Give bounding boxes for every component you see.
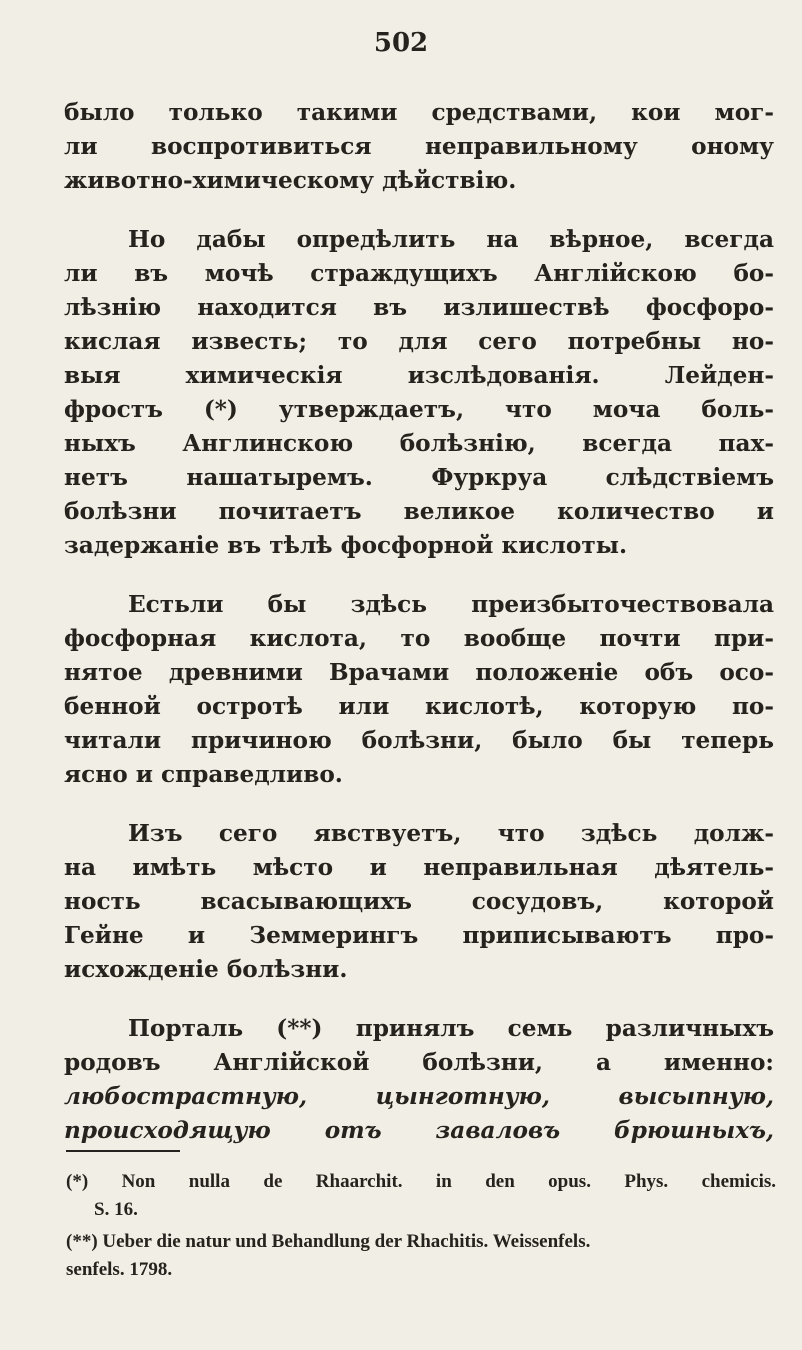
paragraph-2 [64, 223, 774, 563]
text-line: на имѣть мѣсто и неправильная дѣятель- [64, 854, 774, 881]
text-line: Порталь (**) принялъ семь различныхъ [128, 1015, 774, 1042]
text-line: читали причиною болѣзни, было бы теперь [64, 727, 774, 754]
paragraph-4 [64, 817, 774, 987]
footnote-line: senfels. 1798. [66, 1259, 173, 1280]
text-line: любострастную, цынготную, высыпную, [64, 1083, 774, 1110]
text-line: выя химическiя изслѣдованiя. Лейден- [64, 362, 774, 389]
paragraph-1 [64, 96, 774, 198]
footnote-1 [66, 1168, 776, 1224]
footnote-line: (*) Non nulla de Rhaarchit. in den opus. Phys. chemicis. [66, 1171, 776, 1192]
footnote-line: S. 16. [94, 1199, 138, 1220]
text-line: животно-химическому дѣйствiю. [64, 167, 517, 194]
text-line: ность всасывающихъ сосудовъ, которой [64, 888, 774, 915]
text-line: нятое древними Врачами положенiе объ осо- [64, 659, 774, 686]
text-line: Гейне и Земмерингъ приписываютъ про- [64, 922, 774, 949]
text-line: ныхъ Англинскою болѣзнiю, всегда пах- [64, 430, 774, 457]
footnote-line: (**) Ueber die natur und Behandlung der Rhachitis. Weissenfels. [66, 1231, 591, 1252]
text-line: болѣзни почитаетъ великое количество и [64, 498, 774, 525]
text-line: Изъ сего явствуетъ, что здѣсь долж- [128, 820, 774, 847]
text-line: родовъ Англiйской болѣзни, а именно: [64, 1049, 774, 1076]
text-line: Естьли бы здѣсь преизбыточествовала [128, 591, 774, 618]
paragraph-3 [64, 588, 774, 792]
text-line: кислая известь; то для сего потребны но- [64, 328, 774, 355]
text-line: задержанiе въ тѣлѣ фосфорной кислоты. [64, 532, 628, 559]
text-line: бенной остротѣ или кислотѣ, которую по- [64, 693, 774, 720]
text-line: было только такими средствами, кои мог- [64, 99, 774, 126]
text-line: ли воспротивиться неправильному оному [64, 133, 774, 160]
main-text [64, 96, 774, 1148]
text-line: исхожденiе болѣзни. [64, 956, 348, 983]
text-line: происходящую отъ заваловъ брюшныхъ, [64, 1117, 774, 1144]
footnote-separator [66, 1150, 180, 1152]
footnote-2 [66, 1228, 776, 1284]
text-line: нетъ нашатыремъ. Фуркруа слѣдствiемъ [64, 464, 774, 491]
text-line: фростъ (*) утверждаетъ, что моча боль- [64, 396, 774, 423]
text-line: ясно и справедливо. [64, 761, 343, 788]
text-line: фосфорная кислота, то вообще почти при- [64, 625, 774, 652]
page-number: 502 [373, 28, 429, 58]
text-line: Но дабы опредѣлить на вѣрное, всегда [128, 226, 774, 253]
text-line: лѣзнiю находится въ излишествѣ фосфоро- [64, 294, 774, 321]
text-line: ли въ мочѣ страждущихъ Англiйскою бо- [64, 260, 774, 287]
footnotes [66, 1168, 776, 1284]
paragraph-5 [64, 1012, 774, 1148]
